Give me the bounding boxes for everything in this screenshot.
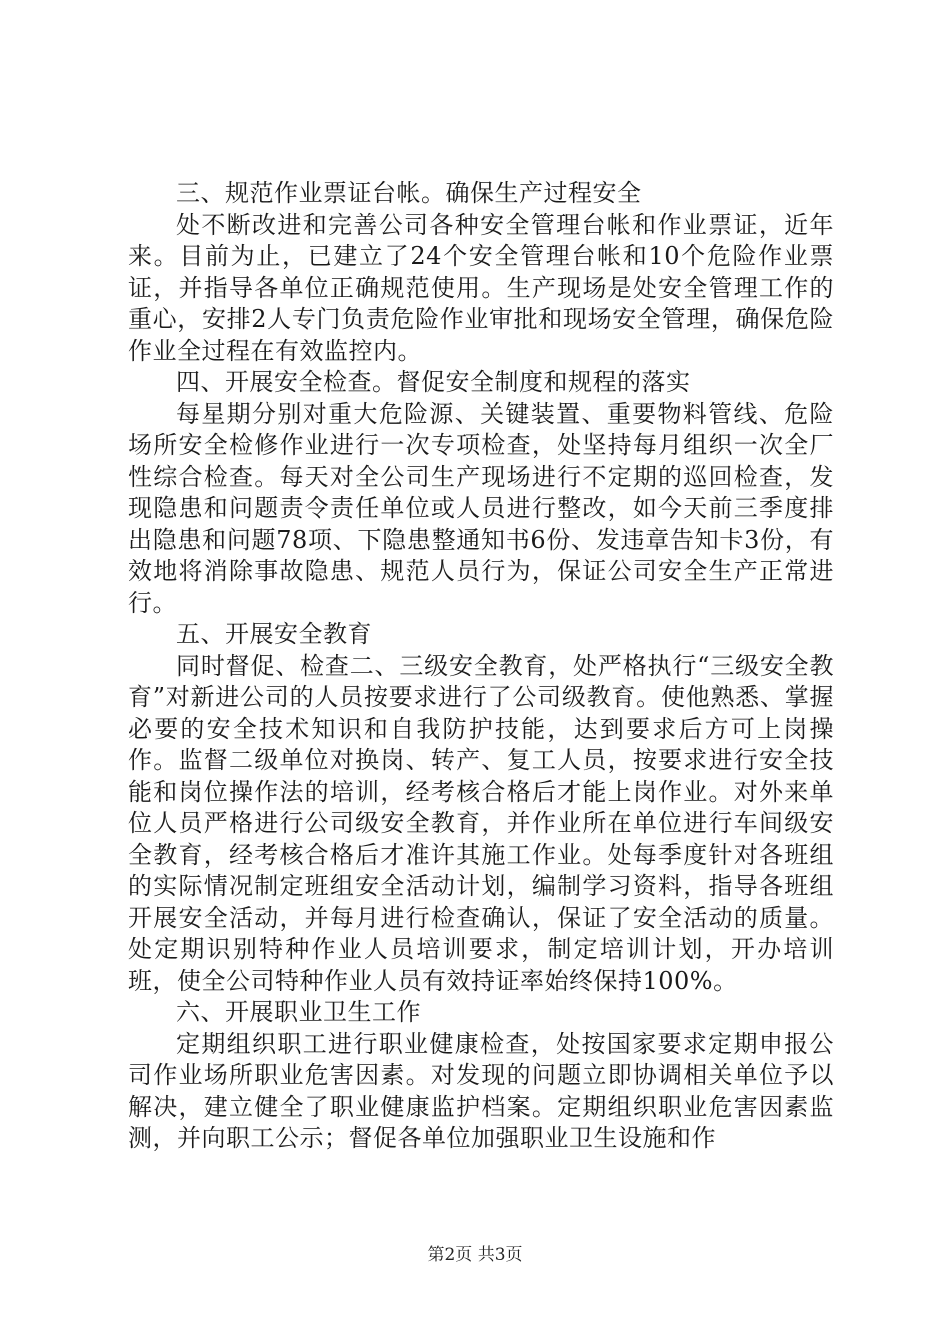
document-body (128, 178, 834, 1155)
paragraph-6: 定期组织职工进行职业健康检查，处按国家要求定期申报公司作业场所职业危害因素。对发现的问题立即协调相关单位予以解决，建立健全了职业健康监护档案。定期组织职业危害因素监测，并向职工公示；督促各单位加强职业卫生设施和作 (128, 1029, 834, 1152)
section-heading-3: 三、规范作业票证台帐。确保生产过程安全 (176, 179, 642, 207)
page-footer: 第2页 共3页 (427, 1245, 523, 1265)
paragraph-3: 处不断改进和完善公司各种安全管理台帐和作业票证，近年来。目前为止，已建立了24个安全管理台帐和10个危险作业票证，并指导各单位正确规范使用。生产现场是处安全管理工作的重心，安排2人专门负责危险作业审批和现场安全管理，确保危险作业全过程在有效监控内。 (128, 210, 834, 365)
section-heading-4: 四、开展安全检查。督促安全制度和规程的落实 (176, 368, 691, 396)
section-heading-5: 五、开展安全教育 (176, 620, 372, 648)
paragraph-5: 同时督促、检查二、三级安全教育，处严格执行“三级安全教育”对新进公司的人员按要求进行了公司级教育。使他熟悉、掌握必要的安全技术知识和自我防护技能，达到要求后方可上岗操作。监督二级单位对换岗、转产、复工人员，按要求进行安全技能和岗位操作法的培训，经考核合格后才能上岗作业。对外来单位人员严格进行公司级安全教育，并作业所在单位进行车间级安全教育，经考核合格后才准许其施工作业。处每季度针对各班组的实际情况制定班组安全活动计划，编制学习资料，指导各班组开展安全活动，并每月进行检查确认，保证了安全活动的质量。处定期识别特种作业人员培训要求，制定培训计划，开办培训班，使全公司特种作业人员有效持证率始终保持100%。 (128, 651, 834, 995)
paragraph-4: 每星期分别对重大危险源、关键装置、重要物料管线、危险场所安全检修作业进行一次专项检查，处坚持每月组织一次全厂性综合检查。每天对全公司生产现场进行不定期的巡回检查，发现隐患和问题责令责任单位或人员进行整改，如今天前三季度排出隐患和问题78项、下隐患整通知书6份、发违章告知卡3份，有效地将消除事故隐患、规范人员行为，保证公司安全生产正常进行。 (128, 399, 834, 617)
section-heading-6: 六、开展职业卫生工作 (176, 998, 421, 1026)
